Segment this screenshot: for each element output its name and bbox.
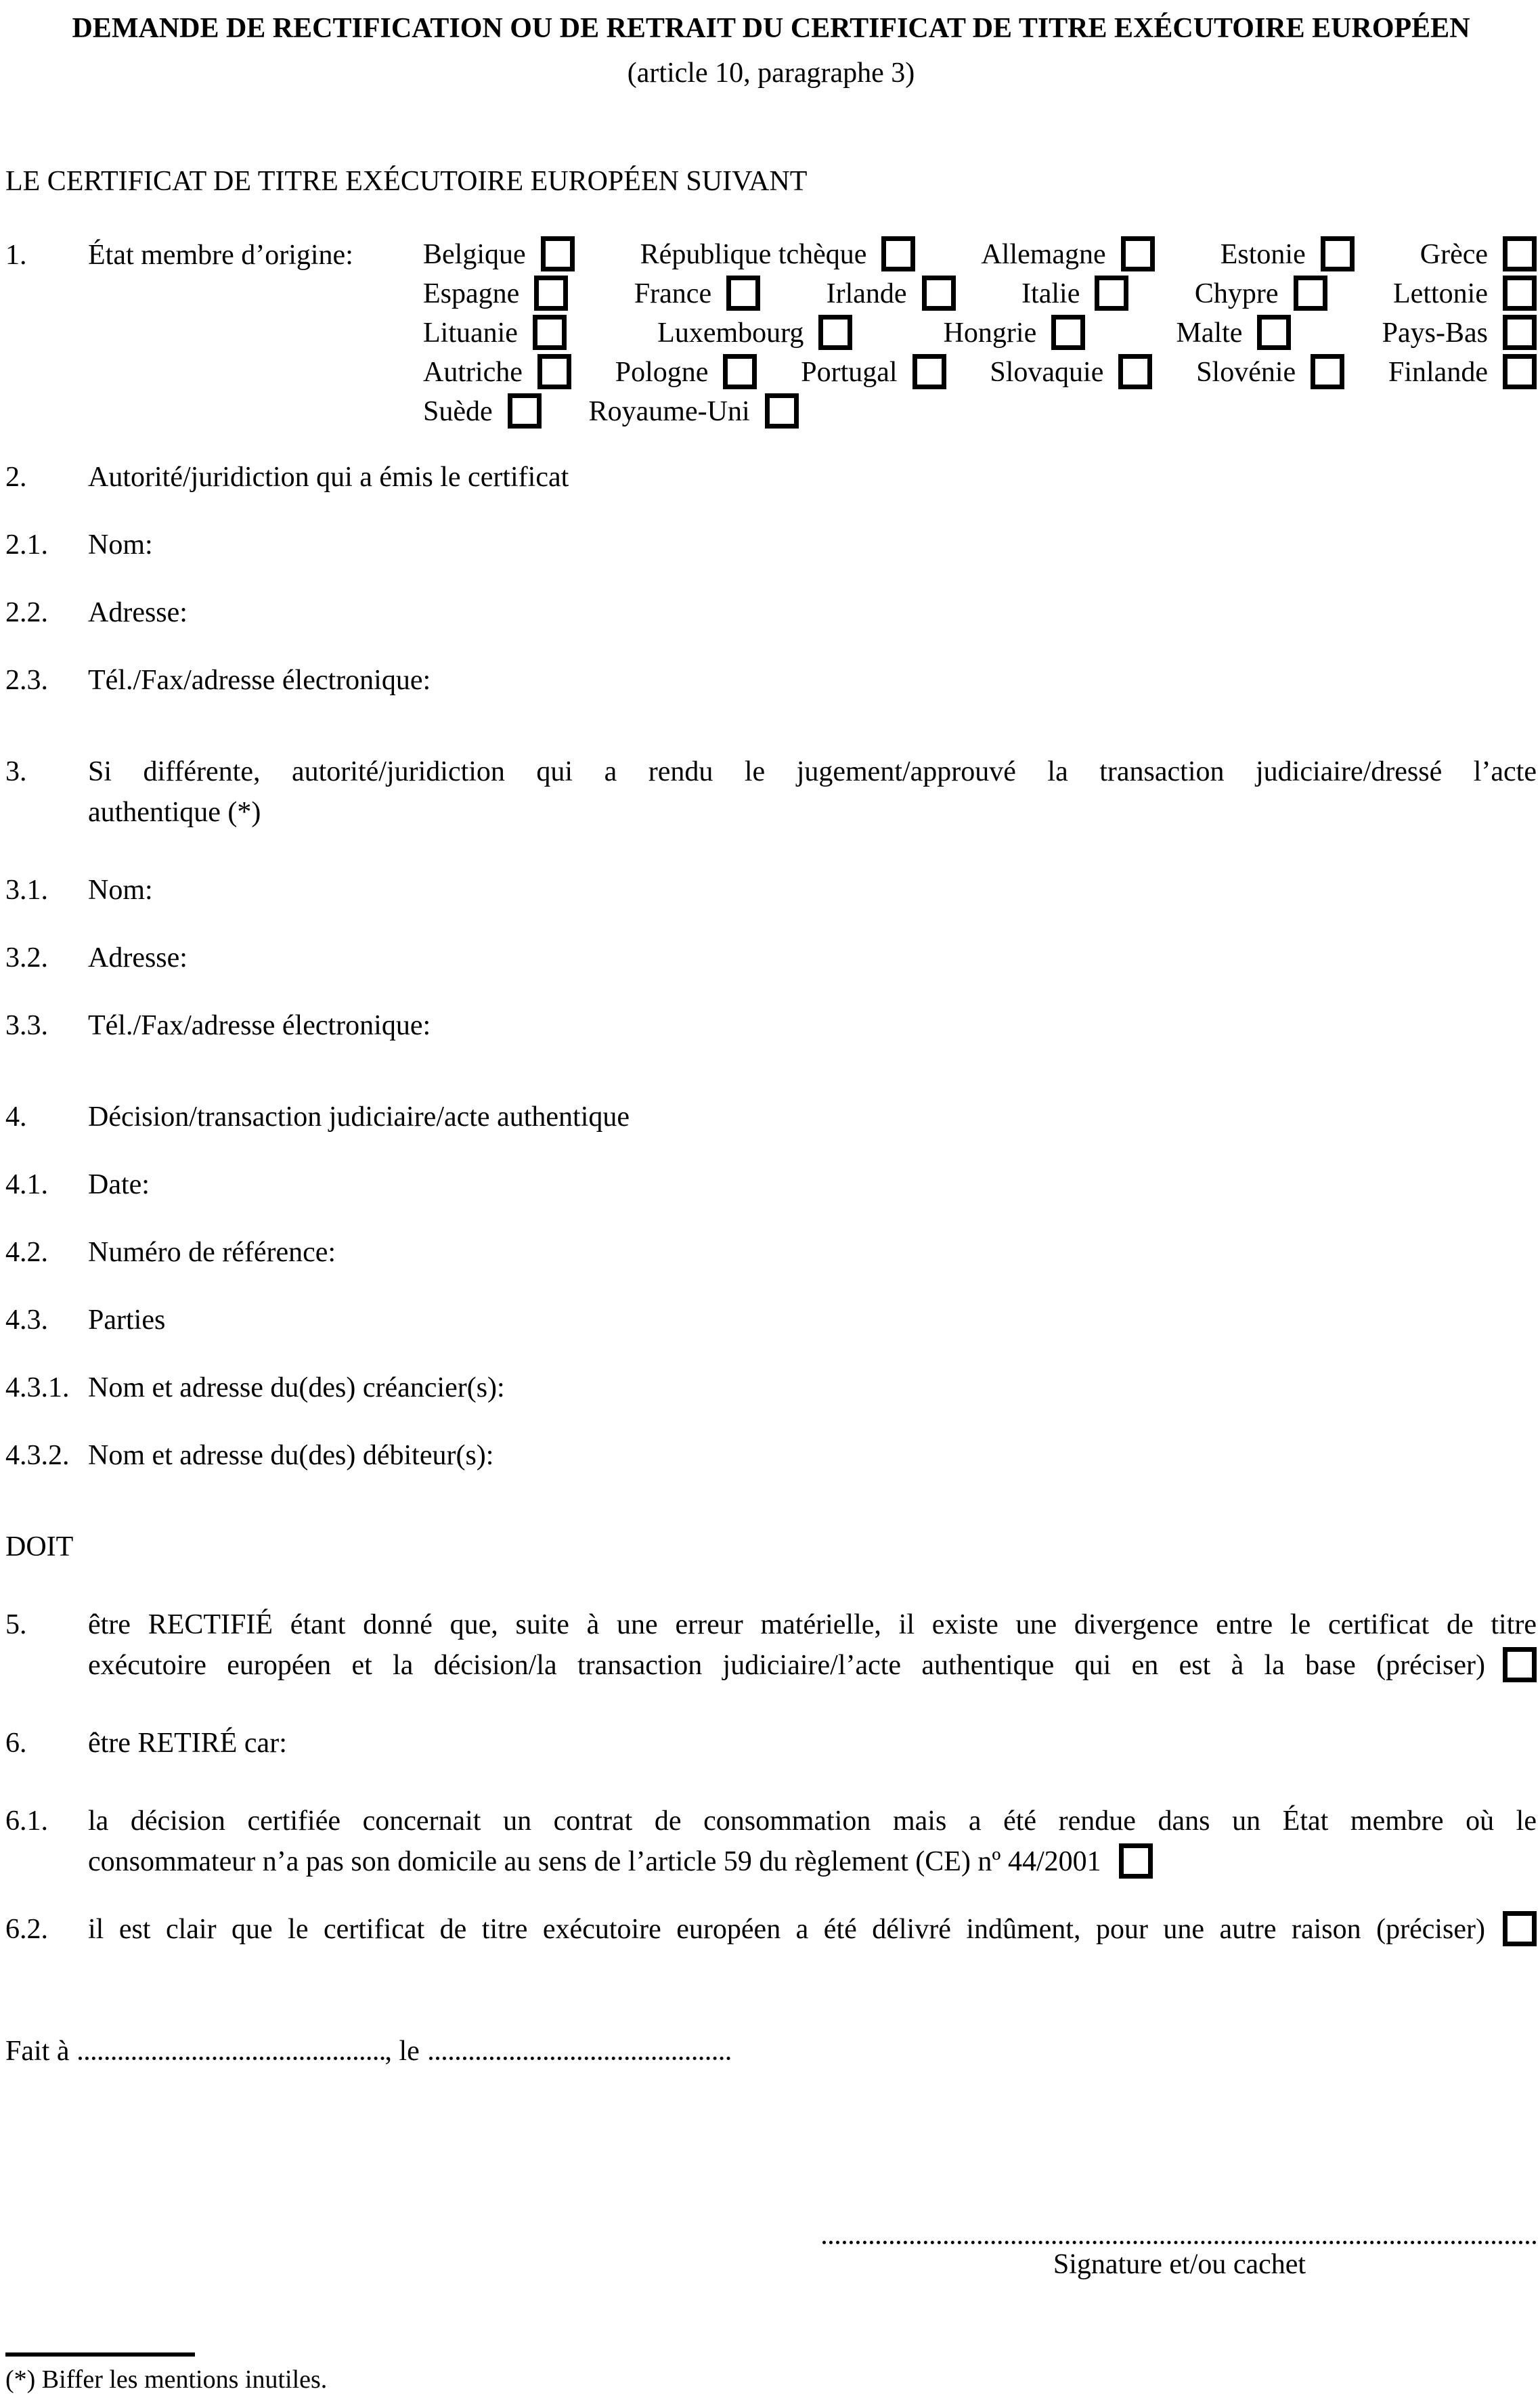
country-label-finlande: Finlande — [1388, 357, 1488, 388]
country-pologne — [615, 353, 757, 392]
field-label-date: Date: — [88, 1169, 150, 1200]
checkbox-suede[interactable] — [508, 393, 542, 429]
checkbox-autriche[interactable] — [537, 354, 571, 389]
country-label-suede: Suède — [423, 396, 493, 427]
country-slovaquie — [990, 353, 1152, 392]
item-6-1 — [5, 1801, 1537, 1882]
checkbox-retire-autre-raison[interactable] — [1503, 1911, 1537, 1946]
place-blank-field[interactable] — [79, 2049, 384, 2060]
country-label-hongrie: Hongrie — [943, 318, 1037, 349]
country-label-pays-bas: Pays-Bas — [1382, 318, 1488, 349]
checkbox-pays-bas[interactable] — [1503, 315, 1537, 350]
item-3-2 — [5, 938, 1537, 978]
section-4-heading — [5, 1097, 1537, 1137]
paragraph-line: être RECTIFIÉ étant donné que, suite à une erreur matérielle, il existe une divergence entre le certificat de titre — [88, 1609, 1537, 1640]
signature-label: Signature et/ou cachet — [1053, 2249, 1306, 2280]
country-finlande — [1388, 353, 1537, 392]
country-label-france: France — [634, 278, 712, 309]
section-5 — [5, 1604, 1537, 1686]
checkbox-royaume-uni[interactable] — [765, 393, 799, 429]
checkbox-malte[interactable] — [1257, 315, 1291, 350]
section-6-title: être RETIRÉ car: — [88, 1728, 287, 1759]
field-label-tel-fax: Tél./Fax/adresse électronique: — [88, 665, 431, 696]
checkbox-finlande[interactable] — [1503, 354, 1537, 389]
paragraph-line: la décision certifiée concernait un contrat de consommation mais a été rendue dans un État membre où le — [88, 1805, 1537, 1837]
field-label-adresse: Adresse: — [88, 942, 188, 973]
country-label-luxembourg: Luxembourg — [657, 318, 804, 349]
section-1-label: État membre d’origine: — [88, 240, 353, 271]
section-3-title — [88, 751, 1537, 833]
paragraph-text: exécutoire européen et la décision/la transaction judiciaire/l’acte authentique qui en est à la base (préciser) — [88, 1650, 1485, 1681]
country-malte — [1176, 313, 1291, 353]
footnote-text: (*) Biffer les mentions inutiles. — [5, 2365, 328, 2394]
section-1 — [5, 235, 1537, 431]
country-suede — [423, 392, 542, 431]
section-2-heading — [5, 457, 1537, 498]
item-number: 5. — [5, 1609, 27, 1640]
le-label: , le — [384, 2036, 420, 2067]
field-label-tel-fax: Tél./Fax/adresse électronique: — [88, 1010, 431, 1041]
country-label-autriche: Autriche — [423, 357, 523, 388]
item-number: 6.2. — [5, 1914, 48, 1945]
checkbox-lettonie[interactable] — [1503, 276, 1537, 311]
field-label-numero-reference: Numéro de référence: — [88, 1237, 336, 1268]
country-label-lettonie: Lettonie — [1393, 278, 1488, 309]
checkbox-chypre[interactable] — [1294, 276, 1327, 311]
checkbox-slovenie[interactable] — [1311, 354, 1344, 389]
item-number: 6. — [5, 1728, 27, 1759]
country-row — [423, 313, 1537, 353]
item-number: 2. — [5, 462, 27, 493]
item-number: 3. — [5, 756, 27, 787]
item-number: 1. — [5, 240, 27, 271]
item-6-1-text — [88, 1801, 1537, 1882]
country-france — [634, 274, 760, 313]
country-label-irlande: Irlande — [826, 278, 907, 309]
checkbox-retire-consommation[interactable] — [1119, 1843, 1153, 1879]
intro-line: LE CERTIFICAT DE TITRE EXÉCUTOIRE EUROPÉEN SUIVANT — [5, 166, 808, 197]
item-number: 4.2. — [5, 1237, 48, 1268]
field-label-creancier: Nom et adresse du(des) créancier(s): — [88, 1372, 505, 1403]
country-label-pologne: Pologne — [615, 357, 709, 388]
country-portugal — [801, 353, 946, 392]
item-3-3 — [5, 1005, 1537, 1046]
item-number: 4.3.1. — [5, 1372, 70, 1403]
checkbox-espagne[interactable] — [534, 276, 568, 311]
country-autriche — [423, 353, 571, 392]
country-chypre — [1195, 274, 1327, 313]
country-label-portugal: Portugal — [801, 357, 898, 388]
signature-blank-field[interactable] — [822, 2233, 1537, 2244]
doit-heading: DOIT — [5, 1531, 74, 1562]
item-4-1 — [5, 1164, 1537, 1205]
checkbox-pologne[interactable] — [723, 354, 757, 389]
item-number: 4.3.2. — [5, 1440, 70, 1471]
country-row — [423, 235, 1537, 274]
paragraph-line: Si différente, autorité/juridiction qui a rendu le jugement/approuvé la transaction judiciaire/dressé l’acte — [88, 756, 1537, 787]
country-belgique — [423, 235, 575, 274]
country-hongrie — [944, 313, 1086, 353]
country-label-royaume-uni: Royaume-Uni — [588, 396, 750, 427]
country-label-allemagne: Allemagne — [981, 239, 1106, 270]
country-espagne — [423, 274, 568, 313]
checkbox-irlande[interactable] — [922, 276, 956, 311]
item-4-3-1 — [5, 1367, 1537, 1408]
checkbox-republique-tcheque[interactable] — [881, 236, 915, 271]
checkbox-lituanie[interactable] — [533, 315, 567, 350]
checkbox-allemagne[interactable] — [1121, 236, 1155, 271]
item-4-3-2 — [5, 1435, 1537, 1476]
item-number: 4.1. — [5, 1169, 48, 1200]
item-number: 3.3. — [5, 1010, 48, 1041]
country-italie — [1021, 274, 1128, 313]
item-number: 2.2. — [5, 597, 48, 628]
country-list — [423, 235, 1537, 431]
country-slovenie — [1196, 353, 1344, 392]
country-label-belgique: Belgique — [423, 239, 526, 270]
checkbox-italie[interactable] — [1095, 276, 1128, 311]
country-row — [423, 392, 1537, 431]
item-2-2 — [5, 592, 1537, 633]
country-royaume-uni — [589, 392, 799, 431]
country-estonie — [1220, 235, 1355, 274]
country-republique-tcheque — [640, 235, 916, 274]
field-label-parties: Parties — [88, 1305, 166, 1336]
paragraph-line — [88, 1645, 1537, 1686]
country-allemagne — [981, 235, 1154, 274]
checkbox-rectifie[interactable] — [1503, 1647, 1537, 1682]
checkbox-portugal[interactable] — [912, 354, 946, 389]
item-number: 3.2. — [5, 942, 48, 973]
item-3-1 — [5, 870, 1537, 911]
checkbox-france[interactable] — [726, 276, 760, 311]
country-label-espagne: Espagne — [423, 278, 520, 309]
item-6-2-text — [88, 1909, 1537, 1950]
footnote-rule — [5, 2352, 195, 2357]
checkbox-luxembourg[interactable] — [818, 315, 852, 350]
country-lituanie — [423, 313, 567, 353]
fait-label: Fait à — [5, 2036, 70, 2067]
country-grece — [1420, 235, 1537, 274]
field-label-nom: Nom: — [88, 875, 153, 906]
country-label-estonie: Estonie — [1220, 239, 1306, 270]
paragraph-line — [88, 1841, 1537, 1882]
checkbox-estonie[interactable] — [1321, 236, 1355, 271]
section-3-heading — [5, 751, 1537, 833]
item-number: 4. — [5, 1101, 27, 1133]
signature-block — [822, 2233, 1537, 2285]
date-blank-field[interactable] — [429, 2049, 730, 2060]
country-label-chypre: Chypre — [1194, 278, 1279, 309]
country-lettonie — [1393, 274, 1537, 313]
item-number: 3.1. — [5, 875, 48, 906]
country-label-slovenie: Slovénie — [1196, 357, 1296, 388]
country-label-lituanie: Lituanie — [423, 318, 518, 349]
checkbox-belgique[interactable] — [541, 236, 575, 271]
checkbox-grece[interactable] — [1503, 236, 1537, 271]
checkbox-slovaquie[interactable] — [1118, 354, 1152, 389]
country-label-slovaquie: Slovaquie — [990, 357, 1104, 388]
country-label-malte: Malte — [1176, 318, 1243, 349]
section-4-title: Décision/transaction judiciaire/acte authentique — [88, 1101, 630, 1133]
item-number: 4.3. — [5, 1305, 48, 1336]
fait-line — [5, 2031, 1537, 2072]
item-2-3 — [5, 660, 1537, 701]
country-label-grece: Grèce — [1420, 239, 1488, 270]
country-pays-bas — [1382, 313, 1537, 353]
section-5-text — [88, 1604, 1537, 1686]
country-label-italie: Italie — [1021, 278, 1080, 309]
section-2-title: Autorité/juridiction qui a émis le certificat — [88, 462, 569, 493]
paragraph-text: il est clair que le certificat de titre exécutoire européen a été délivré indûment, pour une autre raison (préciser) — [88, 1914, 1485, 1945]
page-title: DEMANDE DE RECTIFICATION OU DE RETRAIT DU CERTIFICAT DE TITRE EXÉCUTOIRE EUROPÉEN — [72, 13, 1470, 44]
checkbox-hongrie[interactable] — [1051, 315, 1085, 350]
item-number: 6.1. — [5, 1805, 48, 1837]
page-subtitle: (article 10, paragraphe 3) — [627, 58, 915, 89]
item-number: 2.1. — [5, 529, 48, 561]
paragraph-line: authentique (*) — [88, 797, 261, 828]
country-row — [423, 274, 1537, 313]
item-number: 2.3. — [5, 665, 48, 696]
section-6-heading — [5, 1723, 1537, 1764]
country-luxembourg — [657, 313, 852, 353]
item-6-2 — [5, 1909, 1537, 1950]
field-label-debiteur: Nom et adresse du(des) débiteur(s): — [88, 1440, 494, 1471]
paragraph-text: consommateur n’a pas son domicile au sens de l’article 59 du règlement (CE) nº 44/2001 — [88, 1846, 1101, 1877]
country-row — [423, 353, 1537, 392]
item-4-2 — [5, 1232, 1537, 1273]
item-4-3 — [5, 1300, 1537, 1340]
country-label-republique-tcheque: République tchèque — [640, 239, 867, 270]
field-label-adresse: Adresse: — [88, 597, 188, 628]
item-2-1 — [5, 525, 1537, 565]
country-irlande — [827, 274, 956, 313]
paragraph-line — [88, 1909, 1537, 1950]
field-label-nom: Nom: — [88, 529, 153, 561]
